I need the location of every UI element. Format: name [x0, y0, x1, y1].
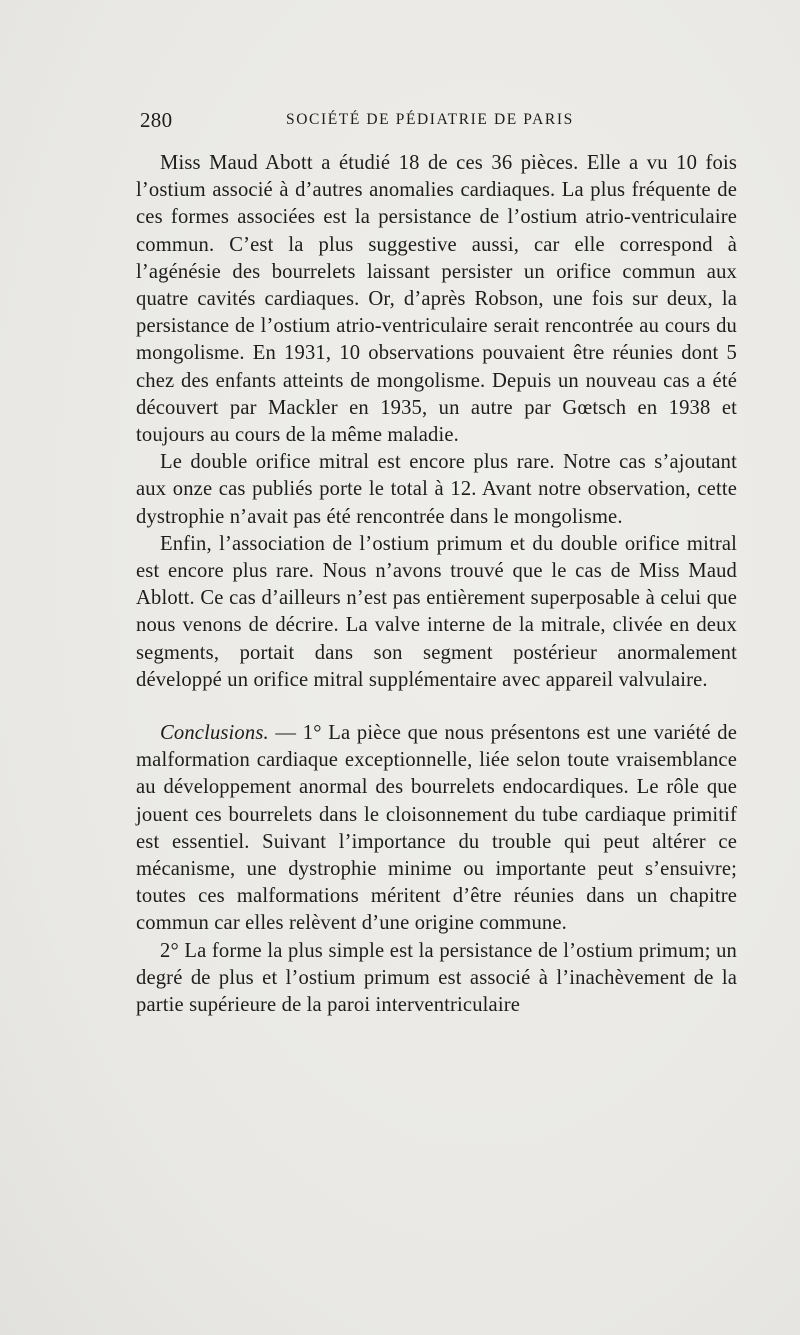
- body-text: [136, 150, 737, 1019]
- paragraph-abbott: Miss Maud Abott a étudié 18 de ces 36 pièces. Elle a vu 10 fois l’ostium associé à d’autres anomalies cardiaques. La plus fréquente de ces formes associées est la persistance de l’ostium atrio-ventriculaire commun. C’est la plus suggestive aussi, car elle correspond à l’agénésie des bourrelets laissant persister un orifice commun aux quatre cavités cardiaques. Or, d’après Robson, une fois sur deux, la persistance de l’ostium atrio-ventriculaire serait rencontrée au cours du mongolisme. En 1931, 10 observations pouvaient être réunies dont 5 chez des enfants atteints de mongolisme. Depuis un nouveau cas a été découvert par Mackler en 1935, un autre par Gœtsch en 1938 et toujours au cours de la même maladie.: [136, 152, 737, 447]
- page-number: 280: [140, 108, 173, 132]
- paragraph-association: Enfin, l’association de l’ostium primum et du double orifice mitral est encore plus rare. Nous n’avons trouvé que le cas de Miss Maud Ablott. Ce cas d’ailleurs n’est pas entièrement superposable à celui que nous venons de décrire. La valve interne de la mitrale, clivée en deux segments, portait dans son segment postérieur anormalement développé un orifice mitral supplémentaire avec appareil valvulaire.: [136, 532, 737, 691]
- paragraph-double-orifice: Le double orifice mitral est encore plus rare. Notre cas s’ajoutant aux onze cas publiés porte le total à 12. Avant notre observation, cette dystrophie n’avait pas été rencontrée dans le mongolisme.: [136, 451, 737, 528]
- running-head: SOCIÉTÉ DE PÉDIATRIE DE PARIS: [286, 111, 574, 128]
- paragraph-conclusions-1: [136, 720, 737, 938]
- page-header: [136, 108, 736, 138]
- paragraph-conclusions-2: 2° La forme la plus simple est la persistance de l’ostium primum; un degré de plus et l’ostium primum est associé à l’inachèvement de la partie supérieure de la paroi interventriculaire: [136, 939, 737, 1017]
- conclusions-1-text: — 1° La pièce que nous présentons est une variété de malformation cardiaque exceptionnelle, liée selon toute vraisemblance au développement anormal des bourrelets endocardiques. Le rôle que jouent ces bourrelets dans le cloisonnement du tube cardiaque primitif est essentiel. Suivant l’importance du trouble qui peut altérer ce mécanisme, une dystrophie minime ou importante peut s’ensuivre; toutes ces malformations méritent d’être réunies dans un chapitre commun car elles relèvent d’une origine commune.: [136, 722, 737, 935]
- conclusions-label: Conclusions.: [160, 722, 269, 745]
